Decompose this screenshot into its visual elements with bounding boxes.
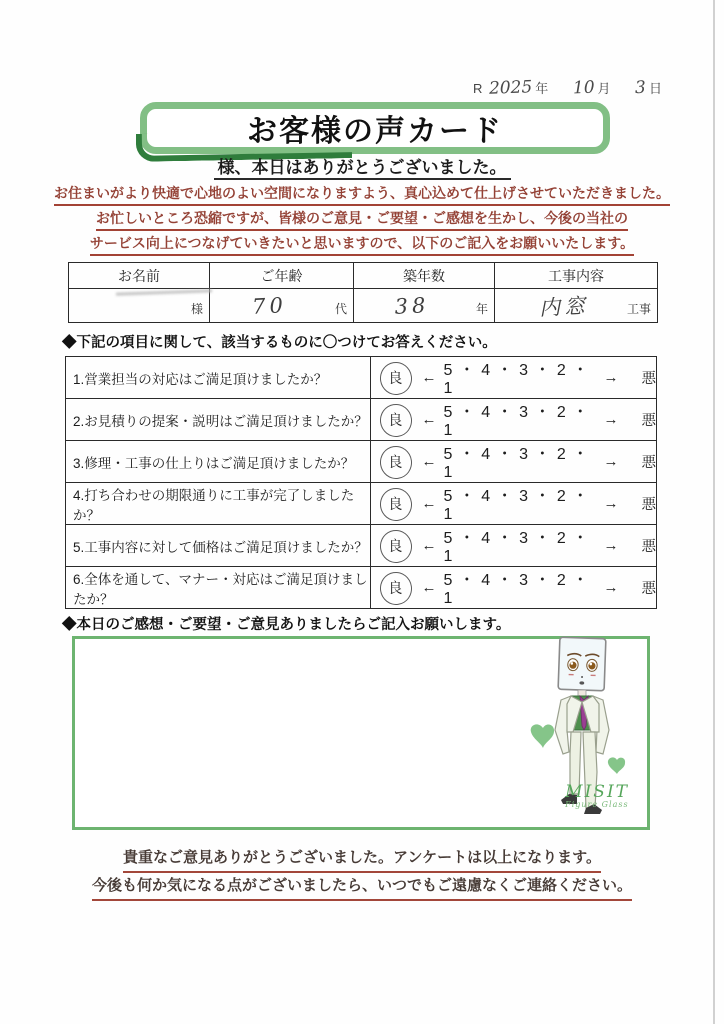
survey-row-4 xyxy=(66,483,656,525)
name-suffix: 様 xyxy=(190,302,203,316)
intro-line-1: お住まいがより快適で心地のよい空間になりますよう、真心込めて仕上げさせていただきました。 xyxy=(54,183,670,206)
question-6: 6.全体を通して、マナー・対応はご満足頂けましたか？ xyxy=(66,567,371,608)
bad-label: 悪 xyxy=(641,539,656,555)
header-age: ご年齢 xyxy=(210,263,354,289)
scale-numbers: 5 ・ 4 ・ 3 ・ 2 ・ 1 xyxy=(443,446,590,481)
bad-label: 悪 xyxy=(641,455,656,471)
bad-label: 悪 xyxy=(641,413,656,429)
heart-icon xyxy=(531,724,554,748)
circled-good-mark: 良 xyxy=(385,450,406,473)
survey-table xyxy=(65,356,657,609)
footer-line-1: 貴重なご意見ありがとうございました。アンケートは以上になります。 xyxy=(123,845,601,873)
footer-note xyxy=(0,845,724,901)
circled-good-mark: 良 xyxy=(385,366,406,389)
work-type-cell xyxy=(495,289,657,322)
scale-numbers: 5 ・ 4 ・ 3 ・ 2 ・ 1 xyxy=(443,530,590,565)
mascot-brand xyxy=(565,782,629,809)
circled-good-mark: 良 xyxy=(385,534,406,557)
building-age-cell xyxy=(354,289,495,322)
question-1: 1.営業担当の対応はご満足頂けましたか？ xyxy=(66,357,371,398)
circled-good-mark: 良 xyxy=(385,492,406,515)
question-3: 3.修理・工事の仕上りはご満足頂けましたか？ xyxy=(66,441,371,482)
scale-numbers: 5 ・ 4 ・ 3 ・ 2 ・ 1 xyxy=(443,404,590,439)
rating-scale-5 xyxy=(371,525,656,566)
scale-numbers: 5 ・ 4 ・ 3 ・ 2 ・ 1 xyxy=(443,362,590,397)
bad-label: 悪 xyxy=(641,497,656,513)
circled-good-mark: 良 xyxy=(385,408,406,431)
work-type-value-handwritten: 内窓 xyxy=(538,293,590,321)
building-age-suffix: 年 xyxy=(475,302,488,316)
question-4: 4.打ち合わせの期限通りに工事が完了しましたか？ xyxy=(66,483,371,524)
title-box xyxy=(140,102,610,154)
left-arrow-icon: ← xyxy=(421,579,437,596)
date-year-handwritten: 2025 xyxy=(488,77,533,99)
survey-row-6 xyxy=(66,567,656,608)
survey-row-1 xyxy=(66,357,656,399)
date-day-suffix: 日 xyxy=(648,81,662,96)
circled-good-mark: 良 xyxy=(385,576,406,599)
right-arrow-icon: → xyxy=(603,411,619,428)
survey-row-5 xyxy=(66,525,656,567)
right-arrow-icon: → xyxy=(603,537,619,554)
brand-name: MISIT xyxy=(565,782,629,802)
rating-scale-4 xyxy=(371,483,656,524)
intro-paragraph xyxy=(0,183,724,258)
date-year-suffix: 年 xyxy=(535,81,549,96)
rating-scale-3 xyxy=(371,441,656,482)
left-arrow-icon: ← xyxy=(421,453,437,470)
rating-scale-2 xyxy=(371,399,656,440)
left-arrow-icon: ← xyxy=(421,537,437,554)
right-arrow-icon: → xyxy=(603,495,619,512)
comments-box xyxy=(72,636,650,830)
intro-line-3: サービス向上につなげていきたいと思いますので、以下のご記入をお願いいたします。 xyxy=(90,233,634,256)
date-era: R xyxy=(472,81,483,96)
age-cell xyxy=(210,289,354,322)
heart-icon xyxy=(608,757,625,774)
greeting-text: 様、本日はありがとうございました。 xyxy=(214,158,511,180)
scale-numbers: 5 ・ 4 ・ 3 ・ 2 ・ 1 xyxy=(443,488,590,523)
question-2: 2.お見積りの提案・説明はご満足頂けましたか？ xyxy=(66,399,371,440)
page-title: お客様の声カード xyxy=(247,115,503,148)
date-month-suffix: 月 xyxy=(597,81,611,96)
header-work-type: 工事内容 xyxy=(495,263,657,289)
survey-row-2 xyxy=(66,399,656,441)
date-month-handwritten: 10 xyxy=(572,77,595,99)
age-suffix: 代 xyxy=(334,302,347,316)
right-arrow-icon: → xyxy=(603,369,619,386)
header-name: お名前 xyxy=(69,263,210,289)
building-age-value-handwritten: 38 xyxy=(394,293,430,319)
survey-heading: ◆下記の項目に関して、該当するものに〇つけてお答えください。 xyxy=(62,335,497,351)
intro-line-2: お忙しいところ恐縮ですが、皆様のご意見・ご要望・ご感想を生かし、今後の当社の xyxy=(96,208,628,231)
question-5: 5.工事内容に対して価格はご満足頂けましたか？ xyxy=(66,525,371,566)
right-arrow-icon: → xyxy=(603,453,619,470)
customer-info-header-row xyxy=(69,263,657,289)
scale-numbers: 5 ・ 4 ・ 3 ・ 2 ・ 1 xyxy=(443,572,590,607)
bad-label: 悪 xyxy=(641,371,656,387)
date-day-handwritten: 3 xyxy=(634,77,647,99)
date-line xyxy=(473,78,662,98)
brand-subtitle: Figure Glass xyxy=(565,800,629,809)
left-arrow-icon: ← xyxy=(421,411,437,428)
footer-line-2: 今後も何か気になる点がございましたら、いつでもご遠慮なくご連絡ください。 xyxy=(92,873,632,901)
bad-label: 悪 xyxy=(641,581,656,597)
left-arrow-icon: ← xyxy=(421,495,437,512)
greeting-line xyxy=(0,153,724,178)
survey-row-3 xyxy=(66,441,656,483)
rating-scale-6 xyxy=(371,567,656,608)
left-arrow-icon: ← xyxy=(421,369,437,386)
work-type-suffix: 工事 xyxy=(626,302,651,316)
age-value-handwritten: 70 xyxy=(251,293,288,319)
rating-scale-1 xyxy=(371,357,656,398)
comments-heading: ◆本日のご感想・ご要望・ご意見ありましたらご記入お願いします。 xyxy=(62,617,511,633)
right-arrow-icon: → xyxy=(603,579,619,596)
header-building-age: 築年数 xyxy=(354,263,495,289)
